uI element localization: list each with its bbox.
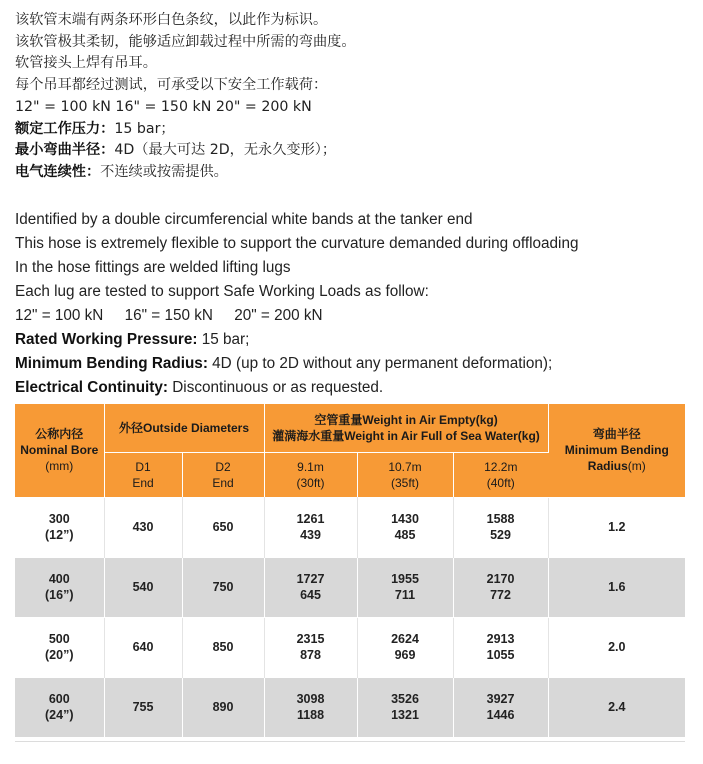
header-w3-sub: (40ft) xyxy=(486,476,515,490)
table-row xyxy=(15,497,685,557)
weight-empty: 1430 xyxy=(391,511,419,526)
zh-radius-label: 最小弯曲半径： xyxy=(15,142,115,159)
cell-d1: 640 xyxy=(104,617,182,677)
en-pressure-label: Rated Working Pressure: xyxy=(15,331,198,348)
weight-full: 969 xyxy=(394,648,416,662)
table-row xyxy=(15,677,685,737)
header-w1 xyxy=(264,453,357,498)
cell-bore xyxy=(15,497,104,557)
cell-w2 xyxy=(357,677,453,737)
cell-w2 xyxy=(357,617,453,677)
zh-continuity-label: 电气连续性： xyxy=(15,163,101,180)
weight-full: 772 xyxy=(490,588,511,602)
en-line-5: 12" = 100 kN 16" = 150 kN 20" = 200 kN xyxy=(15,307,323,324)
zh-line-3: 软管接头上焊有吊耳。 xyxy=(15,55,157,72)
cell-w3 xyxy=(453,617,548,677)
cell-w3 xyxy=(453,557,548,617)
table-bottom-rule xyxy=(15,741,685,742)
cell-w1 xyxy=(264,617,357,677)
header-d2 xyxy=(182,453,264,498)
cell-d1: 540 xyxy=(104,557,182,617)
weight-empty: 1588 xyxy=(486,511,515,526)
header-d1-sub: End xyxy=(132,476,154,490)
en-line-1: Identified by a double circumferencial white bands at the tanker end xyxy=(15,211,473,228)
en-line-3: In the hose fittings are welded lifting lugs xyxy=(15,259,291,276)
weight-full: 439 xyxy=(300,527,321,542)
header-d2-sub: End xyxy=(212,476,234,490)
cell-radius: 1.2 xyxy=(548,497,685,557)
weight-empty: 3098 xyxy=(296,692,325,706)
header-bore-zh: 公称内径 xyxy=(35,427,84,442)
table-row xyxy=(15,557,685,617)
header-bore-unit: (mm) xyxy=(45,459,74,474)
header-bore-en: Nominal Bore xyxy=(20,443,99,458)
cell-radius: 2.0 xyxy=(548,617,685,677)
en-line-2: This hose is extremely flexible to support the curvature demanded during offloading xyxy=(15,235,579,252)
bore-inch: (20”) xyxy=(45,648,74,662)
header-w1-label: 9.1m xyxy=(297,460,324,474)
cell-d2: 890 xyxy=(182,677,264,737)
cell-d2: 650 xyxy=(182,497,264,557)
en-line-4: Each lug are tested to support Safe Working Loads as follow: xyxy=(15,283,429,300)
weight-full: 645 xyxy=(300,588,321,602)
header-d2-label: D2 xyxy=(215,460,231,474)
header-w2 xyxy=(357,453,453,498)
en-radius xyxy=(15,352,578,376)
cell-w1 xyxy=(264,497,357,557)
header-w3 xyxy=(453,453,548,498)
header-w2-label: 10.7m xyxy=(388,460,422,474)
weight-full: 485 xyxy=(394,527,416,542)
bore-inch: (16”) xyxy=(45,588,74,602)
weight-full: 878 xyxy=(300,648,321,662)
header-weight-empty: 空管重量Weight in Air Empty(kg) xyxy=(314,413,498,427)
cell-d1: 430 xyxy=(104,497,182,557)
zh-radius-value: 4D（最大可达 2D，无永久变形）； xyxy=(114,142,337,159)
zh-line-4: 每个吊耳都经过测试，可承受以下安全工作载荷： xyxy=(15,77,328,94)
zh-line-5: 12" = 100 kN 16" = 150 kN 20" = 200 kN xyxy=(15,98,312,115)
zh-continuity xyxy=(15,162,356,184)
zh-radius xyxy=(15,140,356,162)
cell-d2: 750 xyxy=(182,557,264,617)
cell-w1 xyxy=(264,677,357,737)
en-pressure xyxy=(15,328,578,352)
bore-inch: (12”) xyxy=(45,528,74,542)
header-radius-unit: (m) xyxy=(627,459,646,474)
cell-d2: 850 xyxy=(182,617,264,677)
header-w3-label: 12.2m xyxy=(484,460,518,474)
header-weight xyxy=(264,404,548,453)
en-radius-label: Minimum Bending Radius: xyxy=(15,355,208,372)
zh-continuity-value: 不连续或按需提供。 xyxy=(100,163,228,180)
en-continuity-value: Discontinuous or as requested. xyxy=(168,379,384,396)
header-w1-sub: (30ft) xyxy=(296,476,325,490)
header-w2-sub: (35ft) xyxy=(391,476,420,490)
weight-empty: 1727 xyxy=(296,572,325,586)
weight-full: 1055 xyxy=(486,648,515,662)
cell-bore xyxy=(15,557,104,617)
bore-inch: (24”) xyxy=(45,708,74,722)
bore-mm: 300 xyxy=(48,512,70,526)
english-description xyxy=(15,208,578,400)
weight-empty: 3927 xyxy=(486,692,515,706)
bore-mm: 500 xyxy=(48,632,70,646)
en-pressure-value: 15 bar; xyxy=(197,331,250,348)
header-d1 xyxy=(104,453,182,498)
header-bending-radius xyxy=(548,404,685,497)
cell-d1: 755 xyxy=(104,677,182,737)
zh-pressure-value: 15 bar； xyxy=(114,120,175,137)
weight-full: 1446 xyxy=(486,708,515,722)
spec-table xyxy=(15,404,685,738)
bore-mm: 600 xyxy=(48,692,70,706)
weight-empty: 1955 xyxy=(391,572,419,586)
bore-mm: 400 xyxy=(48,572,70,586)
header-weight-full: 灌满海水重量Weight in Air Full of Sea Water(kg) xyxy=(272,429,540,443)
cell-w1 xyxy=(264,557,357,617)
header-radius-zh: 弯曲半径 xyxy=(592,427,641,442)
weight-full: 529 xyxy=(490,527,511,542)
cell-w3 xyxy=(453,497,548,557)
zh-line-1: 该软管末端有两条环形白色条纹，以此作为标识。 xyxy=(15,12,328,28)
header-nominal-bore xyxy=(15,404,104,497)
header-outside-diameters: 外径Outside Diameters xyxy=(104,404,264,453)
weight-empty: 1261 xyxy=(296,511,325,526)
cell-w2 xyxy=(357,557,453,617)
zh-line-2: 该软管极其柔韧，能够适应卸载过程中所需的弯曲度。 xyxy=(15,33,356,50)
header-radius-word: Radius xyxy=(587,459,628,474)
chinese-description xyxy=(15,10,356,184)
cell-w3 xyxy=(453,677,548,737)
weight-full: 1188 xyxy=(296,708,325,722)
en-continuity-label: Electrical Continuity: xyxy=(15,379,168,396)
weight-empty: 2624 xyxy=(391,632,419,646)
en-continuity xyxy=(15,376,578,400)
weight-empty: 2913 xyxy=(486,632,515,646)
cell-radius: 1.6 xyxy=(548,557,685,617)
weight-empty: 2170 xyxy=(486,572,515,586)
weight-empty: 2315 xyxy=(296,632,325,646)
header-radius-en2 xyxy=(549,458,686,474)
table-row xyxy=(15,617,685,677)
weight-full: 1321 xyxy=(391,708,419,722)
zh-pressure-label: 额定工作压力： xyxy=(15,120,115,137)
en-radius-value: 4D (up to 2D without any permanent deformation); xyxy=(207,355,553,372)
cell-w2 xyxy=(357,497,453,557)
header-radius-en: Minimum Bending xyxy=(564,443,669,458)
cell-bore xyxy=(15,617,104,677)
cell-bore xyxy=(15,677,104,737)
weight-empty: 3526 xyxy=(391,692,419,706)
cell-radius: 2.4 xyxy=(548,677,685,737)
zh-pressure xyxy=(15,119,356,141)
header-d1-label: D1 xyxy=(135,460,151,474)
weight-full: 711 xyxy=(394,588,416,602)
